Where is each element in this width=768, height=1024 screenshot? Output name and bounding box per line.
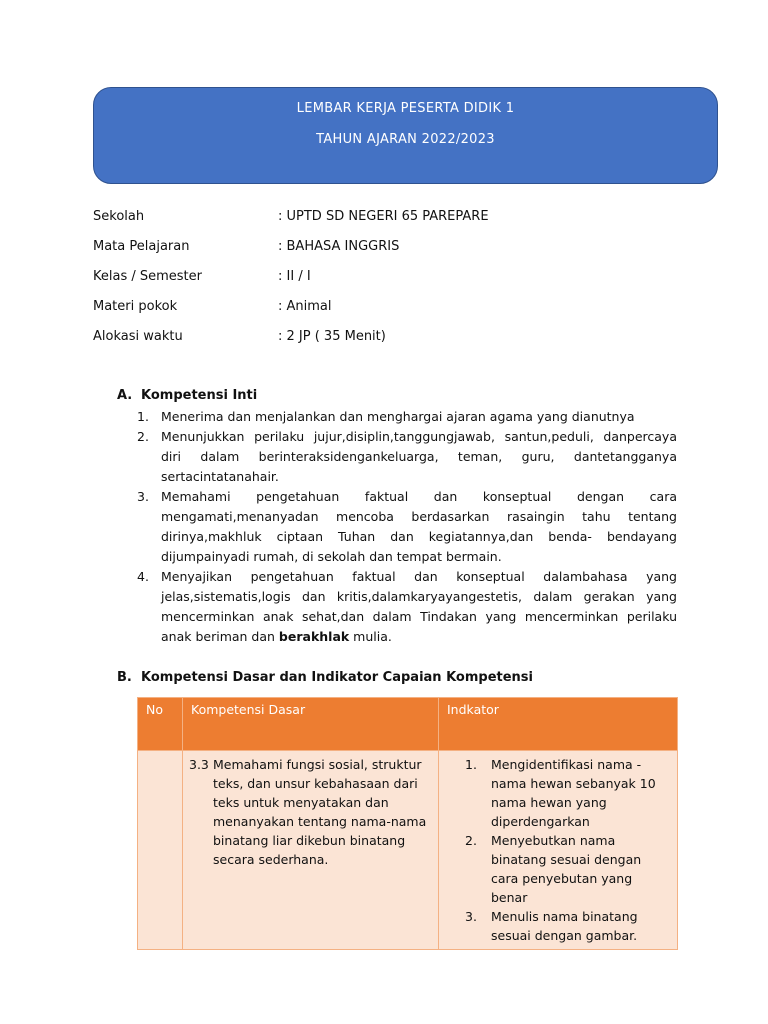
info-row-subject [93, 237, 653, 267]
cell-kompetensi-dasar [183, 751, 439, 950]
list-item [137, 407, 677, 427]
list-number: 1. [465, 757, 477, 772]
list-item [445, 831, 671, 907]
list-number: 2. [137, 429, 149, 444]
list-item [137, 487, 677, 567]
list-text: Mengidentifikasi nama - nama hewan sebanyak 10 nama hewan yang diperdengarkan [491, 757, 656, 829]
info-row-topic [93, 297, 653, 327]
list-text: Menulis nama binatang sesuai dengan gambar. [491, 909, 638, 943]
table-header-row [138, 698, 678, 751]
list-text: Memahami pengetahuan faktual dan konseptual dengan cara mengamati,menanyadan mencoba berdasarkan rasaingin tahu tentang dirinya,makhluk ciptaan Tuhan dan kegiatannya,dan benda- bendayang dijumpainyadi rumah, di sekolah dan tempat bermain. [161, 489, 677, 564]
list-item [137, 427, 677, 487]
info-value: : BAHASA INGGRIS [278, 239, 400, 254]
list-number: 2. [465, 833, 477, 848]
list-text: Menyebutkan nama binatang sesuai dengan cara penyebutan yang benar [491, 833, 642, 905]
list-number: 3. [465, 909, 477, 924]
list-text-part: Menyajikan pengetahuan faktual dan konseptual dalambahasa yang jelas,sistematis,logis dan kritis,dalamkaryayangestetis, dalam gerakan yang mencerminkan anak sehat,dan dalam Tindakan yang mencerminkan perilaku anak beriman dan [161, 569, 677, 644]
info-label: Materi pokok [93, 299, 178, 314]
info-row-school [93, 207, 653, 237]
info-label: Kelas / Semester [93, 269, 202, 284]
info-value: : UPTD SD NEGERI 65 PAREPARE [278, 209, 489, 224]
info-value: : 2 JP ( 35 Menit) [278, 329, 386, 344]
info-row-class [93, 267, 653, 297]
header-no: No [138, 698, 183, 751]
list-number: 4. [137, 569, 149, 584]
kd-code: 3.3 [189, 757, 209, 772]
header-kompetensi-dasar: Kompetensi Dasar [183, 698, 439, 751]
indicator-list [445, 755, 671, 945]
identity-block [93, 207, 653, 357]
table-row [138, 751, 678, 950]
kd-item [189, 755, 432, 869]
cell-indikator [439, 751, 678, 950]
document-title: LEMBAR KERJA PESERTA DIDIK 1 [296, 101, 515, 116]
info-value: : Animal [278, 299, 332, 314]
info-value: : II / I [278, 269, 311, 284]
info-row-time [93, 327, 653, 357]
section-letter: B. [117, 670, 132, 685]
list-item [137, 567, 677, 647]
section-title: Kompetensi Inti [141, 388, 258, 403]
section-b-heading [117, 670, 533, 685]
info-label: Sekolah [93, 209, 145, 224]
header-indikator: Indkator [439, 698, 678, 751]
kompetensi-inti-list [137, 407, 677, 647]
info-label: Alokasi waktu [93, 329, 183, 344]
academic-year: TAHUN AJARAN 2022/2023 [316, 132, 495, 147]
section-title: Kompetensi Dasar dan Indikator Capaian Kompetensi [141, 670, 533, 685]
list-item [445, 907, 671, 945]
title-banner [93, 87, 718, 184]
kd-text: Memahami fungsi sosial, struktur teks, dan unsur kebahasaan dari teks untuk menyatakan dan menanyakan tentang nama-nama binatang liar dikebun binatang secara sederhana. [213, 757, 427, 867]
competency-table [137, 697, 678, 950]
cell-no [138, 751, 183, 950]
info-label: Mata Pelajaran [93, 239, 190, 254]
list-text [161, 567, 677, 647]
list-text: Menerima dan menjalankan dan menghargai ajaran agama yang dianutnya [161, 409, 635, 424]
list-text-part: mulia. [349, 629, 392, 644]
list-text: Menunjukkan perilaku jujur,disiplin,tanggungjawab, santun,peduli, danpercaya diri dalam berinteraksidengankeluarga, teman, guru, dantetangganya sertacintatanahair. [161, 429, 677, 484]
list-number: 3. [137, 489, 149, 504]
list-number: 1. [137, 409, 149, 424]
list-item [445, 755, 671, 831]
bold-word: berakhlak [278, 629, 350, 644]
section-a-heading [117, 388, 257, 403]
section-letter: A. [117, 388, 133, 403]
